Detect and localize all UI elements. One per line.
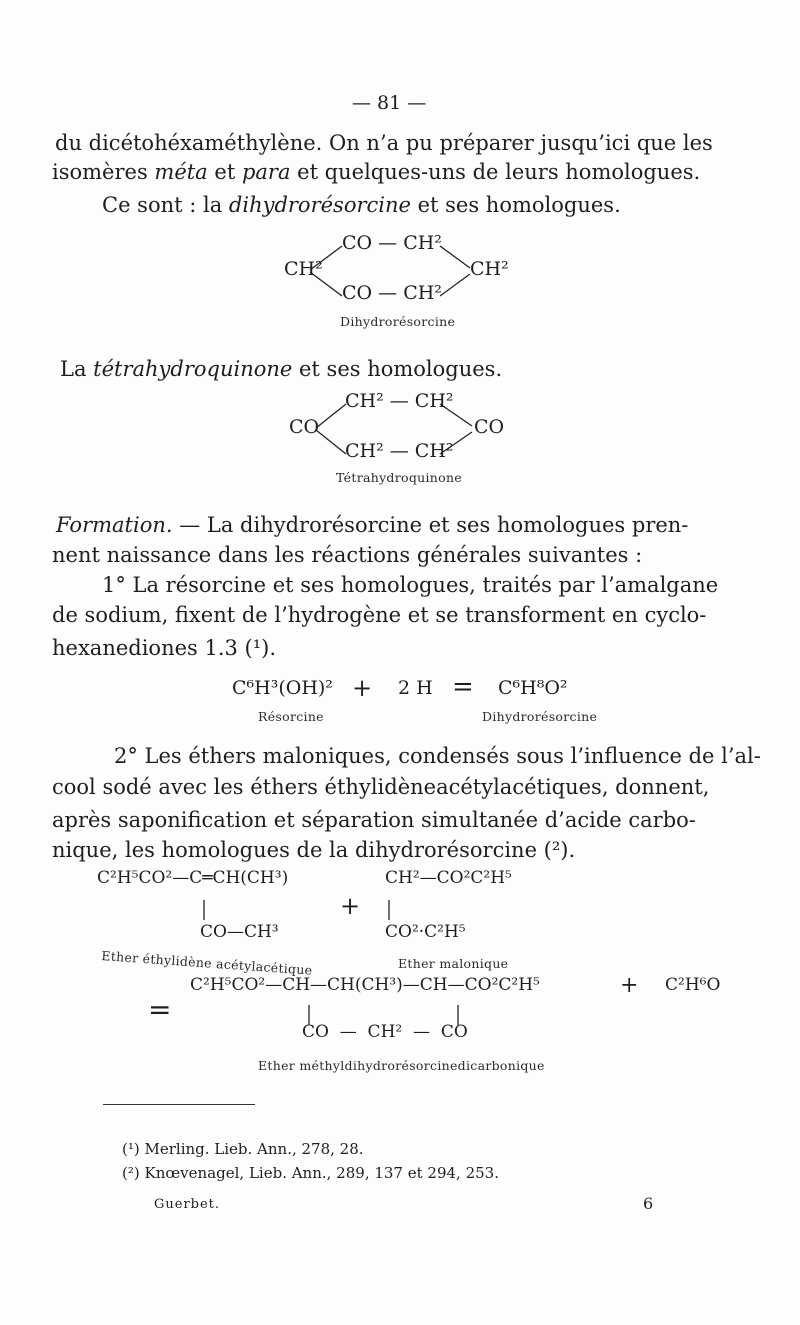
- equals-sign: =: [148, 993, 172, 1026]
- text-line: nique, les homologues de la dihydrorésorcine (²).: [52, 838, 576, 862]
- text-line: isomères méta et para et quelques-uns de leurs homologues.: [52, 160, 701, 184]
- reactant2-top: CH²—CO²C²H⁵: [385, 868, 512, 888]
- text-line: du dicétohéxaméthylène. On n’a pu préparer jusqu’ici que les: [55, 131, 713, 155]
- reactant1-bottom: CO—CH³: [200, 922, 279, 942]
- reactant-formula: C⁶H³(OH)²: [232, 677, 333, 699]
- text-line: 1° La résorcine et ses homologues, traités par l’amalgane: [102, 573, 719, 597]
- hydrogen-formula: 2 H: [398, 677, 433, 699]
- product-formula: C⁶H⁸O²: [498, 677, 568, 699]
- formula-right: CO: [474, 416, 505, 438]
- formula-bottom: CH² — CH²: [345, 440, 454, 462]
- reactant-label: Résorcine: [258, 709, 324, 724]
- formula-top: CH² — CH²: [345, 390, 454, 412]
- text-line: cool sodé avec les éthers éthylidèneacétylacétiques, donnent,: [52, 775, 710, 799]
- formula-top: CO — CH²: [342, 232, 442, 254]
- text-line: Ce sont : la dihydrorésorcine et ses homologues.: [102, 193, 621, 217]
- formula-caption: Dihydrorésorcine: [340, 314, 456, 329]
- footnote-2: (²) Knœvenagel, Lieb. Ann., 289, 137 et 294, 253.: [122, 1164, 499, 1182]
- formula-left: CH²: [284, 258, 323, 280]
- text-line: après saponification et séparation simultanée d’acide carbo-: [52, 808, 696, 832]
- formula-bottom: CO — CH²: [342, 282, 442, 304]
- text-line: La tétrahydroquinone et ses homologues.: [60, 357, 503, 381]
- formula-left: CO: [289, 416, 320, 438]
- page-number: — 81 —: [352, 92, 427, 114]
- reactant1-top: C²H⁵CO²—C═CH(CH³): [97, 868, 289, 888]
- text-line: 2° Les éthers maloniques, condensés sous l’influence de l’al-: [114, 744, 761, 768]
- footnote-divider: [103, 1104, 255, 1105]
- product-label: Dihydrorésorcine: [482, 709, 598, 724]
- product-bottom: CO — CH² — CO: [302, 1022, 468, 1042]
- plus-sign: +: [340, 892, 361, 920]
- plus-sign: +: [352, 674, 373, 702]
- footer-page-number: 6: [643, 1194, 654, 1213]
- product-side: C²H⁶O: [665, 975, 721, 995]
- text-line: hexanediones 1.3 (¹).: [52, 636, 277, 660]
- formula-caption: Tétrahydroquinone: [336, 470, 463, 485]
- text-line: nent naissance dans les réactions générales suivantes :: [52, 543, 643, 567]
- reactant1-label: Ether éthylidène acétylacétique: [100, 948, 313, 978]
- text-line: Formation. — La dihydrorésorcine et ses homologues pren-: [56, 513, 689, 537]
- product-plus-sign: +: [620, 973, 639, 998]
- footnote-1: (¹) Merling. Lieb. Ann., 278, 28.: [122, 1140, 364, 1158]
- product-top: C²H⁵CO²—CH—CH(CH³)—CH—CO²C²H⁵: [190, 975, 540, 995]
- reactant2-label: Ether malonique: [398, 956, 509, 971]
- equals-sign: =: [452, 672, 474, 702]
- text-line: de sodium, fixent de l’hydrogène et se transforment en cyclo-: [52, 603, 707, 627]
- product-label: Ether méthyldihydrorésorcinedicarbonique: [258, 1058, 545, 1073]
- formula-right: CH²: [470, 258, 509, 280]
- footer-signature: Guerbet.: [154, 1197, 221, 1212]
- reactant2-bottom: CO²·C²H⁵: [385, 922, 466, 942]
